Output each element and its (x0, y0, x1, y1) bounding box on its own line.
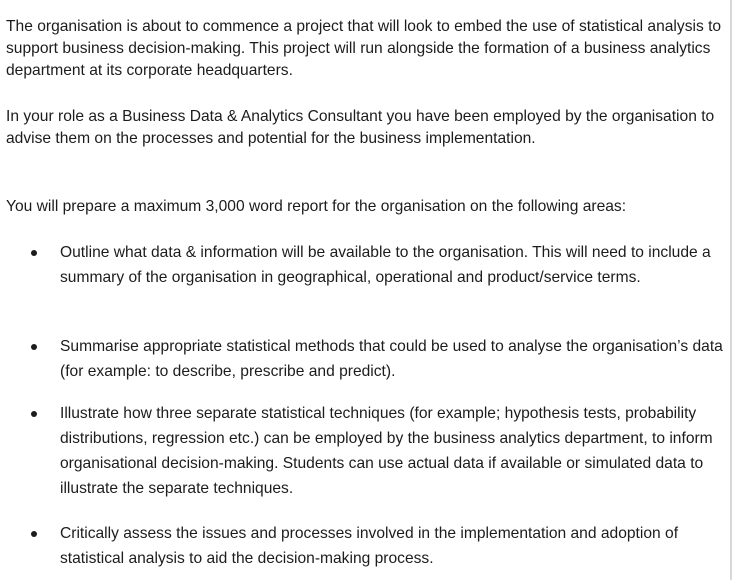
list-item (60, 401, 726, 501)
list-item-text: Critically assess the issues and processes involved in the implementation and adoption of statistical analysis to aid the decision-making process. (60, 525, 679, 567)
list-item-text: Illustrate how three separate statistical techniques (for example; hypothesis tests, probability distributions, regression etc.) can be employed by the business analytics department, to inform organisational decision-making. Students can use actual data if available or simulated data to illustrate the separate techniques. (60, 405, 713, 497)
list-item-text: Outline what data & information will be available to the organisation. This will need to include a summary of the organisation in geographical, operational and product/service terms. (60, 244, 711, 286)
list-item (60, 521, 726, 571)
intro-paragraph: The organisation is about to commence a project that will look to embed the use of statistical analysis to support business decision-making. This project will run alongside the formation of a business analytics department at its corporate headquarters. (6, 18, 722, 79)
list-item-text: Summarise appropriate statistical methods that could be used to analyse the organisation’s data (for example: to describe, prescribe and predict). (60, 338, 723, 380)
bullet-icon (31, 531, 37, 537)
report-paragraph: You will prepare a maximum 3,000 word report for the organisation on the following areas: (6, 198, 627, 215)
role-paragraph: In your role as a Business Data & Analytics Consultant you have been employed by the organisation to advise them on the processes and potential for the business implementation. (6, 108, 715, 147)
list-item (60, 240, 726, 290)
bullet-icon (31, 250, 37, 256)
bullet-icon (31, 411, 37, 417)
list-item (60, 334, 726, 384)
bullet-icon (31, 344, 37, 350)
